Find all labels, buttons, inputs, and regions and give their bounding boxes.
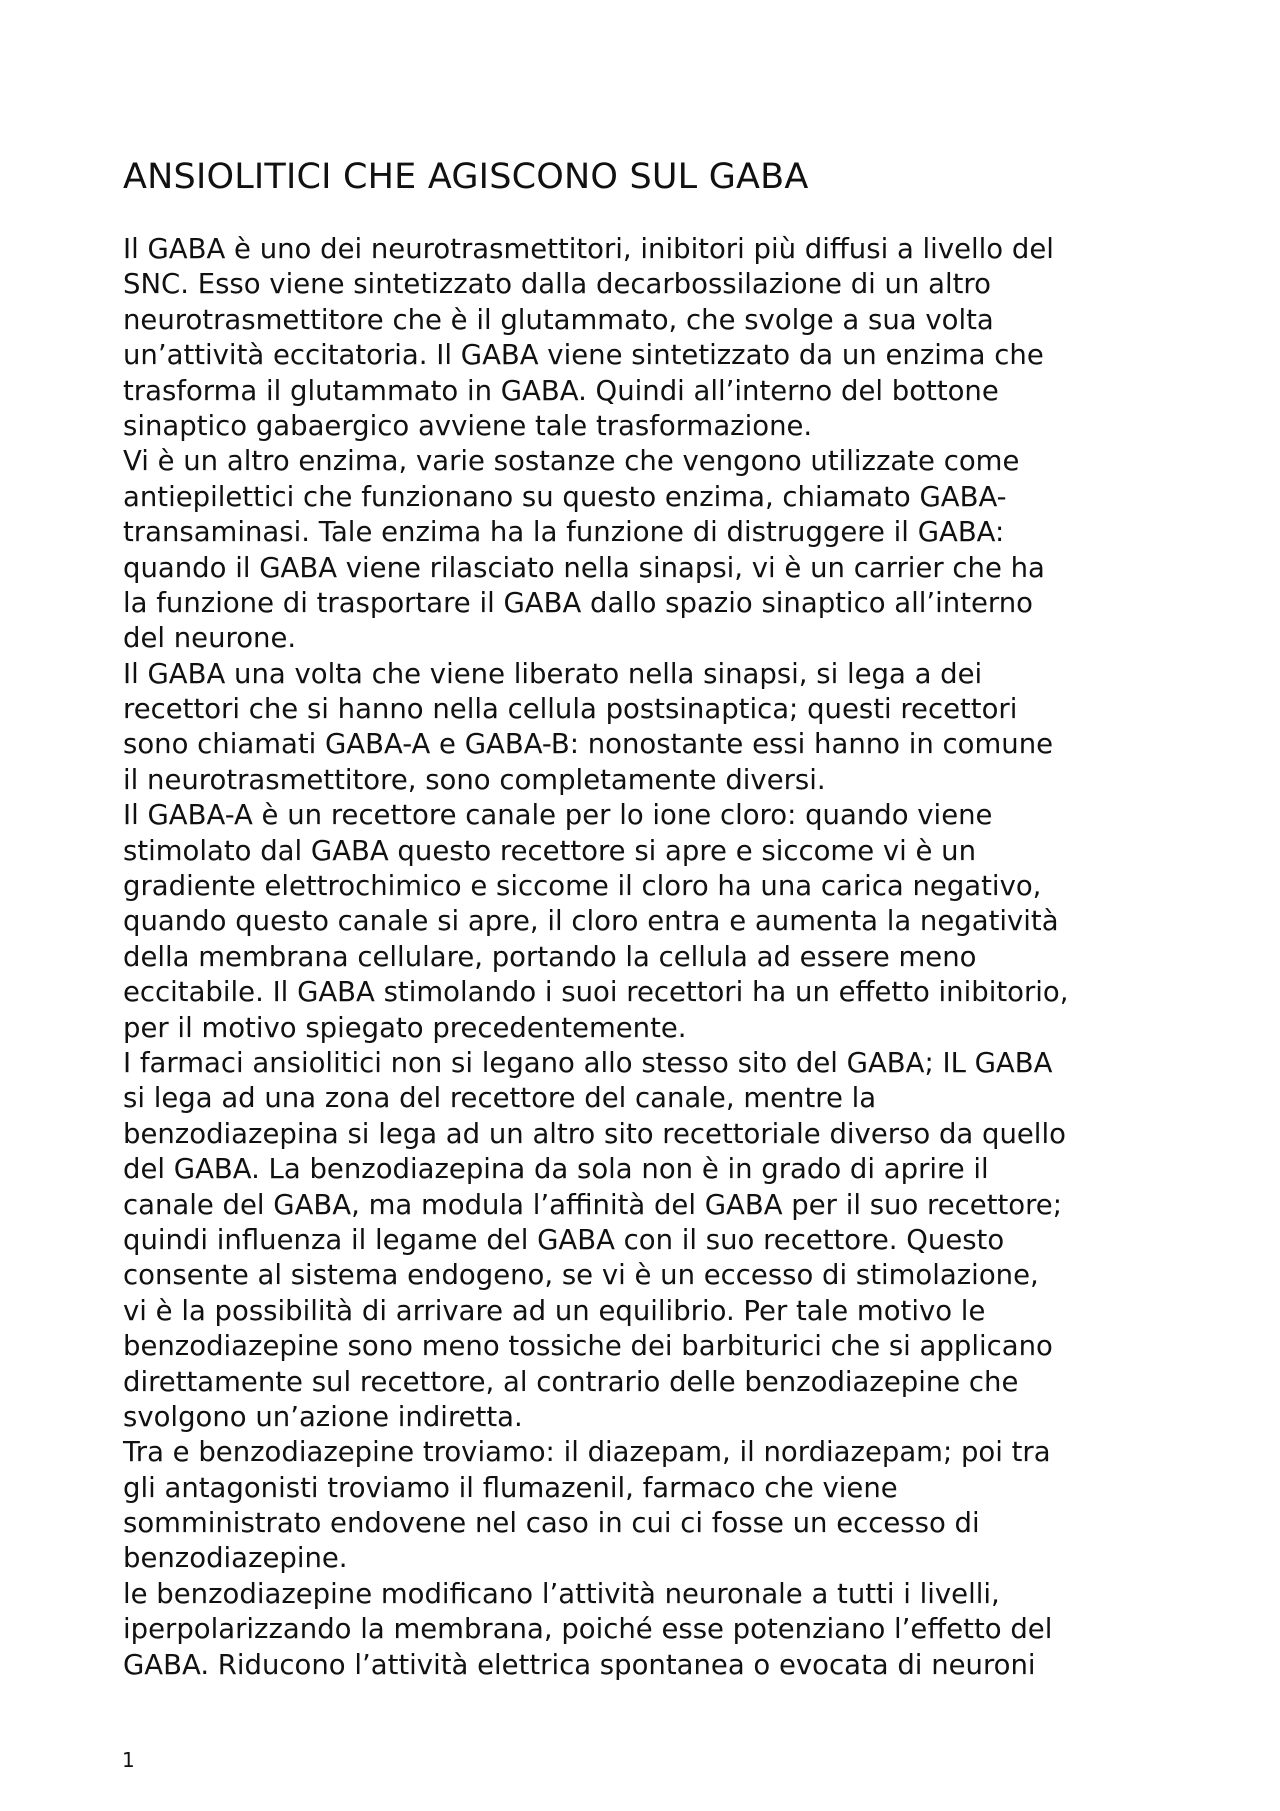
text-line: le benzodiazepine modificano l’attività neuronale a tutti i livelli,: [123, 1577, 1000, 1610]
text-line: benzodiazepine sono meno tossiche dei barbiturici che si applicano: [123, 1330, 1053, 1363]
text-line: I farmaci ansiolitici non si legano allo stesso sito del GABA; IL GABA: [123, 1046, 1053, 1079]
text-line: direttamente sul recettore, al contrario delle benzodiazepine che: [123, 1365, 1019, 1398]
text-line: consente al sistema endogeno, se vi è un eccesso di stimolazione,: [123, 1259, 1039, 1292]
text-line: SNC. Esso viene sintetizzato dalla decarbossilazione di un altro: [123, 268, 991, 301]
text-line: trasforma il glutammato in GABA. Quindi all’interno del bottone: [123, 374, 999, 407]
text-line: Tra e benzodiazepine troviamo: il diazepam, il nordiazepam; poi tra: [123, 1436, 1051, 1469]
text-line: iperpolarizzando la membrana, poiché esse potenziano l’effetto del: [123, 1613, 1053, 1646]
text-line: Vi è un altro enzima, varie sostanze che vengono utilizzate come: [123, 445, 1020, 478]
text-line: del GABA. La benzodiazepina da sola non è in grado di aprire il: [123, 1153, 989, 1186]
text-line: eccitabile. Il GABA stimolando i suoi recettori ha un effetto inibitorio,: [123, 976, 1069, 1009]
text-line: Il GABA è uno dei neurotrasmettitori, inibitori più diffusi a livello del: [123, 233, 1054, 265]
text-line: Il GABA una volta che viene liberato nella sinapsi, si lega a dei: [123, 657, 983, 690]
text-line: sinaptico gabaergico avviene tale trasformazione.: [123, 409, 813, 442]
text-line: canale del GABA, ma modula l’affinità del GABA per il suo recettore;: [123, 1188, 1062, 1221]
text-line: somministrato endovene nel caso in cui ci fosse un eccesso di: [123, 1507, 980, 1540]
text-line: gradiente elettrochimico e siccome il cloro ha una carica negativo,: [123, 870, 1042, 903]
text-line: un’attività eccitatoria. Il GABA viene sintetizzato da un enzima che: [123, 339, 1044, 372]
text-line: della membrana cellulare, portando la cellula ad essere meno: [123, 940, 977, 973]
text-line: GABA. Riducono l’attività elettrica spontanea o evocata di neuroni: [123, 1648, 1036, 1681]
text-line: il neurotrasmettitore, sono completamente diversi.: [123, 763, 826, 796]
text-line: quindi influenza il legame del GABA con il suo recettore. Questo: [123, 1223, 1005, 1256]
text-line: del neurone.: [123, 622, 297, 655]
text-line: vi è la possibilità di arrivare ad un equilibrio. Per tale motivo le: [123, 1294, 986, 1327]
text-line: benzodiazepina si lega ad un altro sito recettoriale diverso da quello: [123, 1117, 1066, 1150]
text-line: gli antagonisti troviamo il flumazenil, farmaco che viene: [123, 1471, 898, 1504]
text-line: svolgono un’azione indiretta.: [123, 1400, 523, 1433]
text-line: sono chiamati GABA-A e GABA-B: nonostante essi hanno in comune: [123, 728, 1054, 761]
text-line: la funzione di trasportare il GABA dallo spazio sinaptico all’interno: [123, 586, 1033, 619]
page-number: 1: [122, 1748, 135, 1772]
text-line: recettori che si hanno nella cellula postsinaptica; questi recettori: [123, 693, 1018, 726]
text-line: benzodiazepine.: [123, 1542, 348, 1575]
text-line: stimolato dal GABA questo recettore si apre e siccome vi è un: [123, 834, 977, 867]
text-line: quando questo canale si apre, il cloro entra e aumenta la negatività: [123, 905, 1059, 938]
text-line: per il motivo spiegato precedentemente.: [123, 1011, 687, 1044]
text-line: quando il GABA viene rilasciato nella sinapsi, vi è un carrier che ha: [123, 551, 1045, 584]
text-line: si lega ad una zona del recettore del canale, mentre la: [123, 1082, 877, 1115]
text-line: antiepilettici che funzionano su questo enzima, chiamato GABA-: [123, 480, 1007, 513]
document-title: ANSIOLITICI CHE AGISCONO SUL GABA: [123, 157, 809, 197]
text-line: Il GABA-A è un recettore canale per lo ione cloro: quando viene: [123, 799, 993, 832]
text-line: neurotrasmettitore che è il glutammato, che svolge a sua volta: [123, 303, 994, 336]
document-body: [123, 232, 1183, 1683]
text-line: transaminasi. Tale enzima ha la funzione di distruggere il GABA:: [123, 516, 1005, 549]
